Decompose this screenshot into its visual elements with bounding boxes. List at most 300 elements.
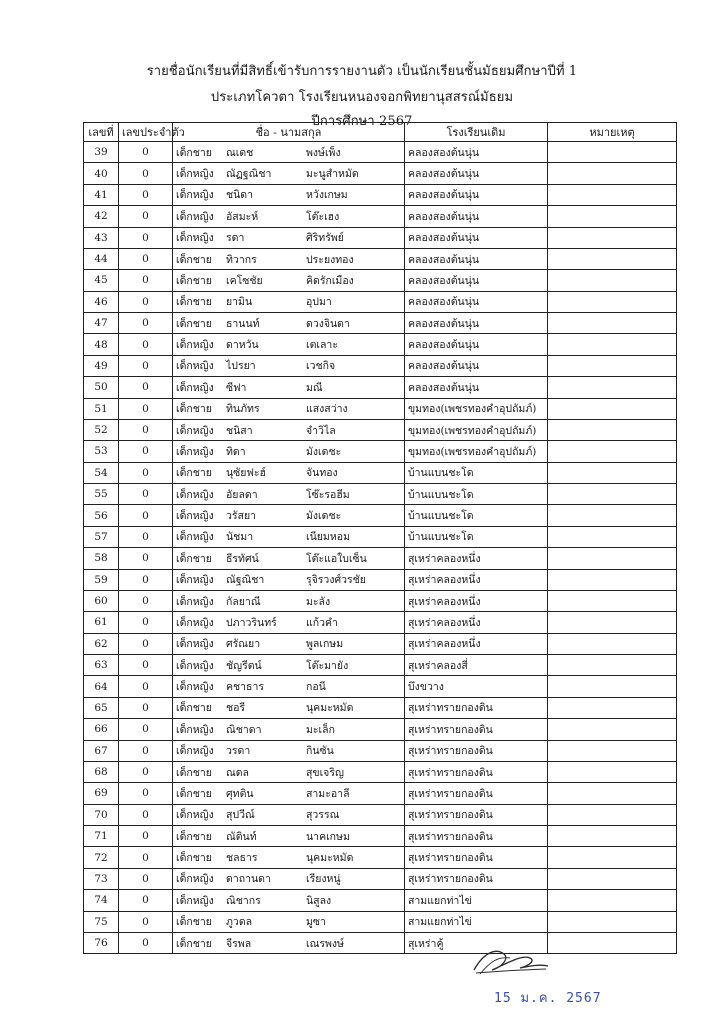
previous-school: คลองสองต้นนุ่น (405, 184, 548, 205)
row-number: 43 (84, 227, 119, 248)
previous-school: คลองสองต้นนุ่น (405, 377, 548, 398)
student-id: 0 (119, 142, 173, 163)
first-name: อัสมะห์ (226, 210, 259, 223)
table-row (84, 633, 677, 654)
table-row (84, 291, 677, 312)
row-number: 70 (84, 804, 119, 825)
table-row (84, 569, 677, 590)
name-prefix: เด็กหญิง (176, 616, 214, 629)
row-number: 52 (84, 419, 119, 440)
row-number: 72 (84, 847, 119, 868)
student-id: 0 (119, 206, 173, 227)
name-prefix: เด็กหญิง (176, 210, 214, 223)
previous-school: คลองสองต้นนุ่น (405, 163, 548, 184)
first-name: เคโซชัย (226, 274, 263, 287)
student-name-cell (173, 932, 405, 953)
name-prefix: เด็กหญิง (176, 381, 214, 394)
first-name: วรัสยา (226, 510, 256, 523)
previous-school: สุเหร่าคลองหนึ่ง (405, 548, 548, 569)
student-name-cell (173, 227, 405, 248)
student-name-cell (173, 163, 405, 184)
remark (548, 676, 677, 697)
student-name-cell (173, 505, 405, 526)
previous-school: สุเหร่าทรายกองดิน (405, 783, 548, 804)
first-name: กัลยาณี (226, 595, 261, 608)
table-row (84, 377, 677, 398)
name-prefix: เด็กหญิง (176, 894, 214, 907)
row-number: 60 (84, 590, 119, 611)
student-name-cell (173, 484, 405, 505)
student-id: 0 (119, 505, 173, 526)
last-name: นิสูลง (306, 894, 332, 907)
first-name: วรดา (226, 745, 251, 758)
remark (548, 548, 677, 569)
row-number: 75 (84, 911, 119, 932)
student-id: 0 (119, 761, 173, 782)
student-id: 0 (119, 590, 173, 611)
student-name-cell (173, 676, 405, 697)
first-name: ณิชาดา (226, 723, 262, 736)
last-name: กอนี (306, 681, 326, 694)
student-id: 0 (119, 890, 173, 911)
student-id: 0 (119, 462, 173, 483)
first-name: ณิชากร (226, 894, 261, 907)
name-prefix: เด็กชาย (176, 274, 212, 287)
student-id: 0 (119, 633, 173, 654)
name-prefix: เด็กหญิง (176, 445, 214, 458)
table-row (84, 761, 677, 782)
name-prefix: เด็กชาย (176, 702, 212, 715)
name-prefix: เด็กชาย (176, 830, 212, 843)
row-number: 50 (84, 377, 119, 398)
first-name: ยามิน (226, 296, 253, 309)
table-row (84, 890, 677, 911)
first-name: ชนิดา (226, 189, 254, 202)
last-name: สุขเจริญ (306, 766, 344, 779)
student-id: 0 (119, 291, 173, 312)
last-name: พงษ์เพ็ง (306, 146, 341, 159)
table-row (84, 227, 677, 248)
name-prefix: เด็กชาย (176, 787, 212, 800)
table-row (84, 612, 677, 633)
last-name: โซ๊ะรอฮีม (306, 488, 350, 501)
last-name: นาคเกษม (306, 830, 350, 843)
first-name: ณัฏฐณิชา (226, 168, 272, 181)
student-name-cell (173, 206, 405, 227)
student-id: 0 (119, 911, 173, 932)
remark (548, 484, 677, 505)
previous-school: คลองสองต้นนุ่น (405, 334, 548, 355)
remark (548, 227, 677, 248)
row-number: 44 (84, 248, 119, 269)
previous-school: คลองสองต้นนุ่น (405, 355, 548, 376)
table-row (84, 419, 677, 440)
student-name-cell (173, 355, 405, 376)
remark (548, 355, 677, 376)
last-name: มังเดชะ (306, 510, 342, 523)
table-row (84, 163, 677, 184)
name-prefix: เด็กหญิง (176, 659, 214, 672)
remark (548, 270, 677, 291)
name-prefix: เด็กหญิง (176, 723, 214, 736)
last-name: เณรพงษ์ (306, 937, 344, 950)
student-name-cell (173, 334, 405, 355)
last-name: กินซัน (306, 745, 334, 758)
previous-school: บ้านแบนชะโด (405, 505, 548, 526)
student-id: 0 (119, 163, 173, 184)
student-id: 0 (119, 398, 173, 419)
row-number: 66 (84, 719, 119, 740)
remark (548, 783, 677, 804)
name-prefix: เด็กหญิง (176, 681, 214, 694)
last-name: โต๊ะมายัง (306, 659, 349, 672)
student-id: 0 (119, 655, 173, 676)
student-name-cell (173, 398, 405, 419)
name-prefix: เด็กหญิง (176, 638, 214, 651)
student-name-cell (173, 548, 405, 569)
previous-school: สามแยกท่าไข่ (405, 890, 548, 911)
row-number: 47 (84, 313, 119, 334)
table-row (84, 548, 677, 569)
row-number: 73 (84, 868, 119, 889)
last-name: เนียมหอม (306, 531, 350, 544)
name-prefix: เด็กชาย (176, 467, 212, 480)
previous-school: สามแยกท่าไข่ (405, 911, 548, 932)
table-row (84, 804, 677, 825)
student-name-cell (173, 590, 405, 611)
student-name-cell (173, 911, 405, 932)
row-number: 48 (84, 334, 119, 355)
last-name: สามะอาลี (306, 787, 350, 800)
remark (548, 142, 677, 163)
previous-school: คลองสองต้นนุ่น (405, 313, 548, 334)
remark (548, 377, 677, 398)
student-id: 0 (119, 313, 173, 334)
previous-school: คลองสองต้นนุ่น (405, 270, 548, 291)
previous-school: บ้านแบนชะโด (405, 484, 548, 505)
student-id: 0 (119, 484, 173, 505)
name-prefix: เด็กชาย (176, 403, 212, 416)
student-name-cell (173, 313, 405, 334)
previous-school: บ้านแบนชะโด (405, 526, 548, 547)
remark (548, 569, 677, 590)
last-name: คิดรักเมือง (306, 274, 354, 287)
previous-school: สุเหร่าทรายกองดิน (405, 697, 548, 718)
name-prefix: เด็กหญิง (176, 595, 214, 608)
remark (548, 826, 677, 847)
previous-school: สุเหร่าคู้ (405, 932, 548, 953)
table-row (84, 398, 677, 419)
table-row (84, 697, 677, 718)
previous-school: คลองสองต้นนุ่น (405, 227, 548, 248)
first-name: รดา (226, 232, 245, 245)
remark (548, 590, 677, 611)
remark (548, 291, 677, 312)
first-name: นัชมา (226, 531, 254, 544)
student-name-cell (173, 890, 405, 911)
first-name: ดาหวัน (226, 339, 259, 352)
first-name: ไปรยา (226, 360, 256, 373)
name-prefix: เด็กหญิง (176, 232, 214, 245)
student-id: 0 (119, 334, 173, 355)
first-name: ณดล (226, 766, 249, 779)
student-name-cell (173, 441, 405, 462)
table-row (84, 911, 677, 932)
row-number: 64 (84, 676, 119, 697)
student-name-cell (173, 697, 405, 718)
remark (548, 334, 677, 355)
student-id: 0 (119, 847, 173, 868)
remark (548, 633, 677, 654)
last-name: มังเดชะ (306, 445, 342, 458)
first-name: ณัตินท์ (226, 830, 257, 843)
student-table (83, 122, 677, 954)
column-header-no: เลขที่ (84, 123, 119, 142)
remark (548, 911, 677, 932)
student-name-cell (173, 655, 405, 676)
last-name: แก้วคำ (306, 616, 338, 629)
previous-school: คลองสองต้นนุ่น (405, 142, 548, 163)
name-prefix: เด็กชาย (176, 146, 212, 159)
student-id: 0 (119, 740, 173, 761)
last-name: มูซา (306, 916, 326, 929)
previous-school: บ้านแบนชะโด (405, 462, 548, 483)
remark (548, 462, 677, 483)
first-name: ทินภัทร (226, 403, 260, 416)
remark (548, 505, 677, 526)
remark (548, 526, 677, 547)
remark (548, 697, 677, 718)
name-prefix: เด็กชาย (176, 937, 212, 950)
first-name: ชอรี (226, 702, 246, 715)
row-number: 56 (84, 505, 119, 526)
student-id: 0 (119, 355, 173, 376)
last-name: โต๊ะแอใบเซ็น (306, 552, 367, 565)
row-number: 39 (84, 142, 119, 163)
last-name: มะเล็ก (306, 723, 335, 736)
remark (548, 740, 677, 761)
remark (548, 184, 677, 205)
student-name-cell (173, 248, 405, 269)
first-name: ศุทติน (226, 787, 254, 800)
last-name: มะนูสำหมัด (306, 168, 359, 181)
remark (548, 804, 677, 825)
first-name: ภูวดล (226, 916, 253, 929)
row-number: 61 (84, 612, 119, 633)
student-name-cell (173, 868, 405, 889)
column-header-note: หมายเหตุ (548, 123, 677, 142)
student-id: 0 (119, 227, 173, 248)
row-number: 71 (84, 826, 119, 847)
student-id: 0 (119, 612, 173, 633)
remark (548, 761, 677, 782)
last-name: ศิริทรัพย์ (306, 232, 344, 245)
row-number: 55 (84, 484, 119, 505)
remark (548, 847, 677, 868)
column-header-name: ชื่อ - นามสกุล (173, 123, 405, 142)
name-prefix: เด็กหญิง (176, 424, 214, 437)
previous-school: สุเหร่าทรายกองดิน (405, 804, 548, 825)
table-row (84, 590, 677, 611)
remark (548, 206, 677, 227)
last-name: เรียงหนู่ (306, 873, 341, 886)
student-id: 0 (119, 377, 173, 398)
table-row (84, 526, 677, 547)
student-name-cell (173, 783, 405, 804)
remark (548, 868, 677, 889)
first-name: ปภาวรินทร์ (226, 616, 277, 629)
name-prefix: เด็กหญิง (176, 168, 214, 181)
remark (548, 719, 677, 740)
row-number: 68 (84, 761, 119, 782)
previous-school: สุเหร่าทรายกองดิน (405, 761, 548, 782)
row-number: 58 (84, 548, 119, 569)
name-prefix: เด็กชาย (176, 766, 212, 779)
row-number: 62 (84, 633, 119, 654)
signature-icon (470, 944, 550, 978)
name-prefix: เด็กชาย (176, 916, 212, 929)
last-name: เวชกิจ (306, 360, 336, 373)
student-name-cell (173, 719, 405, 740)
remark (548, 890, 677, 911)
table-row (84, 142, 677, 163)
row-number: 59 (84, 569, 119, 590)
name-prefix: เด็กหญิง (176, 809, 214, 822)
table-row (84, 270, 677, 291)
previous-school: คลองสองต้นนุ่น (405, 206, 548, 227)
name-prefix: เด็กชาย (176, 296, 212, 309)
student-id: 0 (119, 184, 173, 205)
row-number: 65 (84, 697, 119, 718)
document-title: รายชื่อนักเรียนที่มีสิทธิ์เข้ารับการรายงานตัว เป็นนักเรียนชั้นมัธยมศึกษาปีที่ 1 (146, 64, 578, 79)
first-name: คชาธาร (226, 681, 264, 694)
remark (548, 313, 677, 334)
previous-school: บึงขวาง (405, 676, 548, 697)
student-name-cell (173, 526, 405, 547)
last-name: จำวิไล (306, 424, 336, 437)
name-prefix: เด็กหญิง (176, 360, 214, 373)
academic-year: ปีการศึกษา 2567 (311, 114, 413, 129)
student-id: 0 (119, 569, 173, 590)
student-id: 0 (119, 548, 173, 569)
name-prefix: เด็กชาย (176, 552, 212, 565)
table-row (84, 248, 677, 269)
last-name: พูลเกษม (306, 638, 344, 651)
student-id: 0 (119, 804, 173, 825)
table-row (84, 441, 677, 462)
last-name: เตเลาะ (306, 339, 338, 352)
name-prefix: เด็กหญิง (176, 339, 214, 352)
previous-school: สุเหร่าคลองหนึ่ง (405, 612, 548, 633)
remark (548, 655, 677, 676)
first-name: จีรพล (226, 937, 252, 950)
table-row (84, 655, 677, 676)
first-name: ชนิสา (226, 424, 253, 437)
column-header-id: เลขประจำตัว (119, 123, 173, 142)
student-name-cell (173, 569, 405, 590)
name-prefix: เด็กชาย (176, 253, 212, 266)
table-row (84, 334, 677, 355)
previous-school: สุเหร่าคลองหนึ่ง (405, 633, 548, 654)
last-name: จันทอง (306, 467, 338, 480)
last-name: มะลัง (306, 595, 331, 608)
remark (548, 612, 677, 633)
last-name: นุคมะหมัด (306, 702, 354, 715)
table-row (84, 783, 677, 804)
table-row (84, 484, 677, 505)
last-name: แสงสว่าง (306, 403, 348, 416)
student-name-cell (173, 270, 405, 291)
last-name: รุจิรวงศ์วรชัย (306, 574, 366, 587)
student-name-cell (173, 184, 405, 205)
row-number: 53 (84, 441, 119, 462)
row-number: 57 (84, 526, 119, 547)
first-name: ทิดา (226, 445, 246, 458)
first-name: ชลธาร (226, 852, 258, 865)
student-name-cell (173, 612, 405, 633)
previous-school: ขุมทอง(เพชรทองคำอุปถัมภ์) (405, 441, 548, 462)
table-row (84, 676, 677, 697)
student-id: 0 (119, 270, 173, 291)
row-number: 54 (84, 462, 119, 483)
previous-school: สุเหร่าทรายกองดิน (405, 740, 548, 761)
student-id: 0 (119, 719, 173, 740)
student-name-cell (173, 847, 405, 868)
student-id: 0 (119, 868, 173, 889)
remark (548, 419, 677, 440)
last-name: นุคมะหมัด (306, 852, 354, 865)
previous-school: คลองสองต้นนุ่น (405, 291, 548, 312)
row-number: 42 (84, 206, 119, 227)
student-name-cell (173, 826, 405, 847)
last-name: สุวรรณ (306, 809, 340, 822)
student-id: 0 (119, 783, 173, 804)
last-name: หวังเกษม (306, 189, 348, 202)
row-number: 40 (84, 163, 119, 184)
row-number: 76 (84, 932, 119, 953)
last-name: อุปมา (306, 296, 332, 309)
table-header-row (84, 123, 677, 142)
row-number: 67 (84, 740, 119, 761)
first-name: ณเดช (226, 146, 254, 159)
table-row (84, 355, 677, 376)
previous-school: สุเหร่าคลองสี่ (405, 655, 548, 676)
student-id: 0 (119, 419, 173, 440)
student-id: 0 (119, 697, 173, 718)
row-number: 51 (84, 398, 119, 419)
student-id: 0 (119, 932, 173, 953)
table-row (84, 740, 677, 761)
table-row (84, 932, 677, 953)
row-number: 69 (84, 783, 119, 804)
student-name-cell (173, 761, 405, 782)
student-id: 0 (119, 441, 173, 462)
student-id: 0 (119, 526, 173, 547)
name-prefix: เด็กหญิง (176, 510, 214, 523)
remark (548, 932, 677, 953)
first-name: ศรัณยา (226, 638, 261, 651)
column-header-school: โรงเรียนเดิม (405, 123, 548, 142)
student-name-cell (173, 804, 405, 825)
student-name-cell (173, 419, 405, 440)
student-name-cell (173, 377, 405, 398)
first-name: ณัฐณิชา (226, 574, 265, 587)
table-row (84, 719, 677, 740)
table-row (84, 462, 677, 483)
last-name: ดวงจินดา (306, 317, 350, 330)
first-name: ธีรทัศน์ (226, 552, 259, 565)
student-id: 0 (119, 826, 173, 847)
